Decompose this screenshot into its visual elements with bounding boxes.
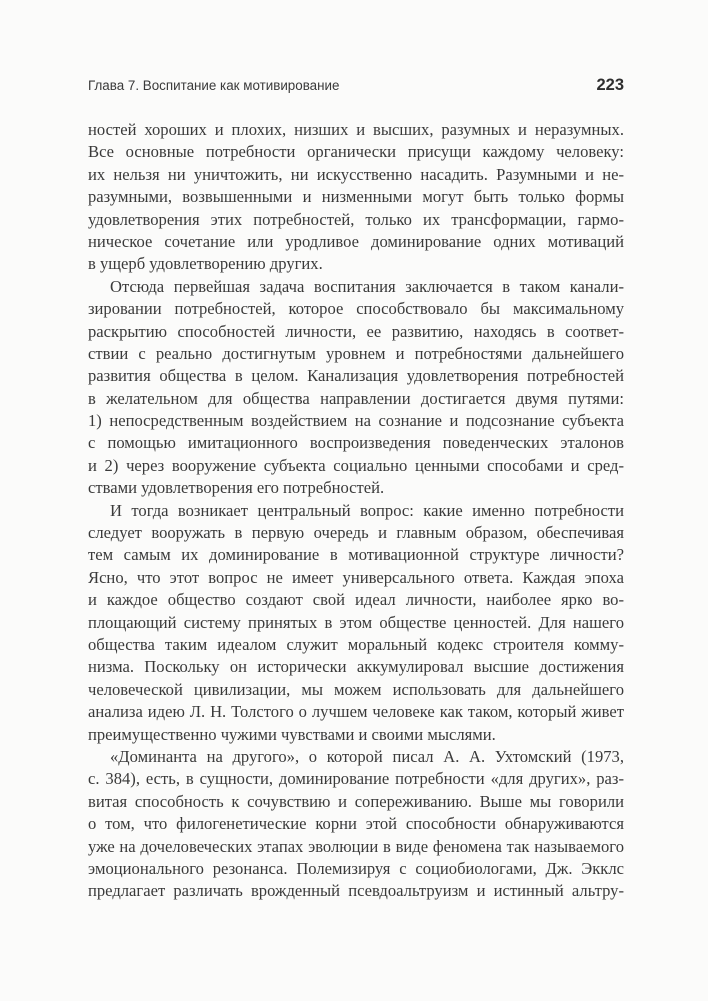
text-line: уже на дочеловеческих этапах эволюции в виде феномена так называемого: [88, 836, 624, 856]
page-number: 223: [596, 76, 624, 94]
text-line: низма. Поскольку он исторически аккумулировал высшие достижения: [88, 657, 624, 677]
running-title: Глава 7. Воспитание как мотивирование: [88, 78, 340, 93]
text-line: И тогда возникает центральный вопрос: какие именно потребности: [110, 500, 624, 520]
text-line: о том, что филогенетические корни этой способности обнаруживаются: [88, 814, 624, 834]
text-line: Отсюда первейшая задача воспитания заключается в таком канали-: [110, 276, 624, 296]
paragraph: [88, 746, 624, 903]
text-line: зировании потребностей, которое способствовало бы максимальному: [88, 299, 624, 319]
running-header: [88, 76, 624, 96]
text-line: Ясно, что этот вопрос не имеет универсального ответа. Каждая эпоха: [88, 567, 624, 587]
text-line: Все основные потребности органически присущи каждому человеку:: [88, 142, 624, 162]
text-line: и 2) через вооружение субъекта социально ценными способами и сред-: [88, 455, 624, 475]
text-line: общества таким идеалом служит моральный кодекс строителя комму-: [88, 634, 624, 654]
text-line: «Доминанта на другого», о которой писал А. А. Ухтомский (1973,: [110, 746, 624, 766]
text-line: удовлетворения этих потребностей, только их трансформации, гармо-: [88, 209, 624, 229]
text-line: в ущерб удовлетворению других.: [88, 254, 323, 274]
text-line: площающий систему принятых в этом обществе ценностей. Для нашего: [88, 612, 624, 632]
text-line: с помощью имитационного воспроизведения поведенческих эталонов: [88, 433, 624, 453]
text-line: ностей хороших и плохих, низших и высших, разумных и неразумных.: [88, 120, 624, 139]
text-line: следует вооружать в первую очередь и главным образом, обеспечивая: [88, 523, 624, 543]
paragraph: [88, 500, 624, 746]
text-line: раскрытию способностей личности, ее развитию, находясь в соответ-: [88, 321, 624, 341]
text-line: и каждое общество создают свой идеал личности, наиболее ярко во-: [88, 590, 624, 610]
text-line: с. 384), есть, в сущности, доминирование потребности «для других», раз-: [88, 769, 624, 789]
text-line: развития общества в целом. Канализация удовлетворения потребностей: [88, 366, 624, 386]
text-line: 1) непосредственным воздействием на сознание и подсознание субъекта: [88, 411, 624, 431]
text-line: их нельзя ни уничтожить, ни искусственно насадить. Разумными и не-: [88, 164, 624, 184]
text-line: эмоционального резонанса. Полемизируя с социобиологами, Дж. Экклс: [88, 858, 624, 878]
text-line: ническое сочетание или уродливое доминирование одних мотиваций: [88, 231, 624, 251]
text-line: человеческой цивилизации, мы можем использовать для дальнейшего: [88, 679, 624, 699]
text-line: ствами удовлетворения его потребностей.: [88, 478, 385, 498]
text-line: анализа идею Л. Н. Толстого о лучшем человеке как таком, который живет: [88, 702, 624, 722]
text-line: преимущественно чужими чувствами и своими мыслями.: [88, 724, 496, 744]
body-text: [88, 119, 624, 903]
text-line: ствии с реально достигнутым уровнем и потребностями дальнейшего: [88, 343, 624, 363]
text-line: в желательном для общества направлении достигается двумя путями:: [88, 388, 624, 408]
text-line: тем самым их доминирование в мотивационной структуре личности?: [88, 545, 624, 565]
paragraph: [88, 276, 624, 500]
text-line: предлагает различать врожденный псевдоальтруизм и истинный альтру-: [88, 881, 624, 901]
paragraph: [88, 119, 624, 276]
text-line: витая способность к сочувствию и сопереживанию. Выше мы говорили: [88, 791, 624, 811]
text-line: разумными, возвышенными и низменными могут быть только формы: [88, 187, 624, 207]
